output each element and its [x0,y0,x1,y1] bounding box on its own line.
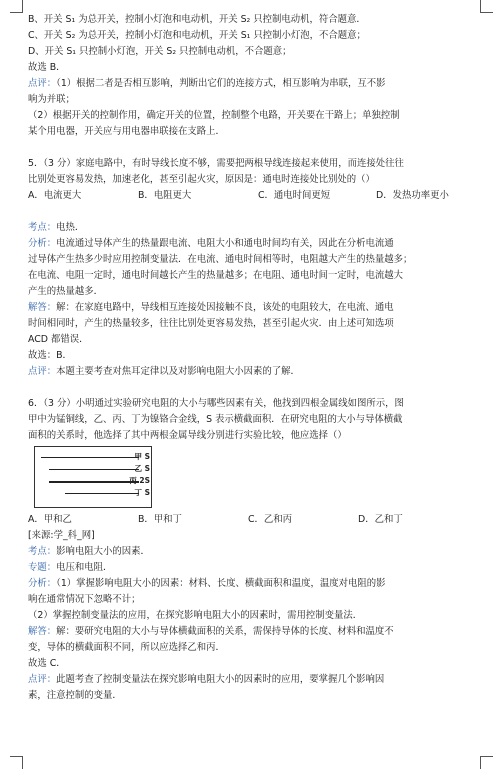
q5-option-b: B．电阻更大 [138,190,192,201]
q5-comment [28,364,478,380]
q5-solution-label: 解答： [28,302,57,313]
q6-analysis-line-1 [28,576,478,592]
q6-analysis-line-3: （2）掌握控制变量法的应用，在探究影响电阻大小的因素时，需用控制变量法． [28,610,363,621]
q5-stem-line-2: 比别处更容易发热，加速老化，甚至引起火灾，原因是：通电时连接处比别处的（） [28,174,375,185]
q5-solution-line-1 [28,300,478,316]
crop-mark-bottom-right [480,756,493,769]
q5-analysis-text: 电流通过导体产生的热量跟电流、电阻大小和通电时间均有关，因此在分析电流通 [56,238,394,249]
q5-analysis-label: 分析： [28,238,57,249]
q4-comment-line-4: 某个用电器，开关应与用电器串联接在支路上． [28,126,225,137]
q6-options [28,512,478,528]
q6-kp-text: 影响电阻大小的因素． [56,546,150,557]
q5-analysis-line-3: 在电流、电阻一定时，通电时间越长产生的热量越多；在电阻、通电时间一定时，电流越大 [28,270,404,281]
q6-solution-line-1 [28,624,478,640]
q5-options [28,188,478,204]
q6-option-a: A．甲和乙 [28,514,72,525]
wire-jia-label: 甲 S [134,452,150,461]
q6-topic [28,560,478,576]
q6-comment-text: 此题考查了控制变量法在探究影响电阻大小的因素时的应用，要掌握几个影响因 [56,674,385,685]
q6-kp-label: 考点： [28,546,57,557]
q5-solution-line-3: ACD 都错误． [28,334,89,345]
q6-topic-text: 电压和电阻． [56,562,113,573]
q4-comment-label: 点评： [28,78,57,89]
wire-bing-label: 丙 2S [129,476,150,485]
q5-stem-line-1: 5．（3 分）家庭电路中，有时导线长度不够，需要把两根导线连接起来使用，而连接处往往 [28,158,404,169]
wire-yi-label: 乙 S [134,464,150,473]
wire-yi [49,469,139,470]
q6-stem-line-2: 甲中为锰铜线，乙、丙、丁为镍铬合金线，S 表示横截面积．在研究电阻的大小与导体横截 [28,414,403,425]
q6-option-b: B．甲和丁 [138,514,182,525]
q5-kp-label: 考点： [28,222,57,233]
q4-answer: 故选 B． [28,62,66,73]
q6-comment-line-2: 素，注意控制的变量． [28,690,122,701]
q6-analysis-text: （1）掌握影响电阻大小的因素：材料、长度、横截面积和温度，温度对电阻的影 [56,578,386,589]
q5-answer: 故选：B． [28,350,72,361]
crop-mark-top-left [10,0,23,13]
q6-answer: 故选 C． [28,658,66,669]
q5-option-a: A．电流更大 [28,190,82,201]
crop-mark-top-right [480,0,493,13]
q5-option-c: C．通电时间更短 [258,190,331,201]
q5-knowledge-point [28,220,478,236]
q5-kp-text: 电热． [56,222,85,233]
q6-analysis-line-2: 响在通常情况下忽略不计； [28,594,141,605]
document-content [28,12,478,704]
wire-jia [41,457,139,458]
q6-comment-line-1 [28,672,478,688]
q6-analysis-label: 分析： [28,578,57,589]
four-wires-figure [34,446,152,508]
q5-analysis-line-2: 过导体产生热多少时应用控制变量法．在电流、通电时间相等时，电阻越大产生的热量越多； [28,254,413,265]
q6-option-d: D．乙和丁 [358,514,403,525]
q4-comment-line-2: 响为并联； [28,94,75,105]
q6-solution-label: 解答： [28,626,57,637]
q6-solution-line-2: 变，导体的横截面积不同，所以应选择乙和丙． [28,642,225,653]
q5-option-d: D．发热功率更小 [376,190,449,201]
q6-solution-text: 解：要研究电阻的大小与导体横截面积的关系，需保持导体的长度、材料和温度不 [56,626,394,637]
q4-option-d: D、开关 S₁ 只控制小灯泡，开关 S₂ 只控制电动机，不合题意； [28,46,292,57]
wire-bing [49,481,139,483]
q5-comment-text: 本题主要考查对焦耳定律以及对影响电阻大小因素的了解． [56,366,300,377]
q4-comment-line-3: （2）根据开关的控制作用，确定开关的位置，控制整个电路，开关要在干路上；单独控制 [28,110,400,121]
q5-solution-text: 解：在家庭电路中，导线相互连接处因接触不良，该处的电阻较大，在电流、通电 [56,302,394,313]
wire-ding [65,493,139,494]
q4-option-b: B、开关 S₁ 为总开关，控制小灯泡和电动机，开关 S₂ 只控制电动机，符合题意． [28,14,366,25]
q4-comment-text: （1）根据二者是否相互影响，判断出它们的连接方式，相互影响为串联，互不影 [56,78,386,89]
q6-knowledge-point [28,544,478,560]
q6-stem-line-1: 6．（3 分）小明通过实验研究电阻的大小与哪些因素有关，他找到四根金属线如图所示，图 [28,398,404,409]
q6-topic-label: 专题： [28,562,57,573]
q6-comment-label: 点评： [28,674,57,685]
q5-comment-label: 点评： [28,366,57,377]
q5-solution-line-2: 时间相同时，产生的热量较多，往往比别处更容易发热，甚至引起火灾．由上述可知选项 [28,318,394,329]
q6-source: [来源:学_科_网] [28,530,95,541]
crop-mark-bottom-left [10,756,23,769]
q6-stem-line-3: 面积的关系时，他选择了其中两根金属导线分别进行实验比较，他应选择（） [28,430,347,441]
q5-analysis-line-1 [28,236,478,252]
q6-option-c: C．乙和丙 [248,514,293,525]
q5-analysis-line-4: 产生的热量越多． [28,286,104,297]
wire-ding-label: 丁 S [134,488,150,497]
q4-option-c: C、开关 S₂ 为总开关，控制小灯泡和电动机，开关 S₁ 只控制小灯泡，不合题意； [28,30,366,41]
q4-comment-line-1 [28,76,478,92]
